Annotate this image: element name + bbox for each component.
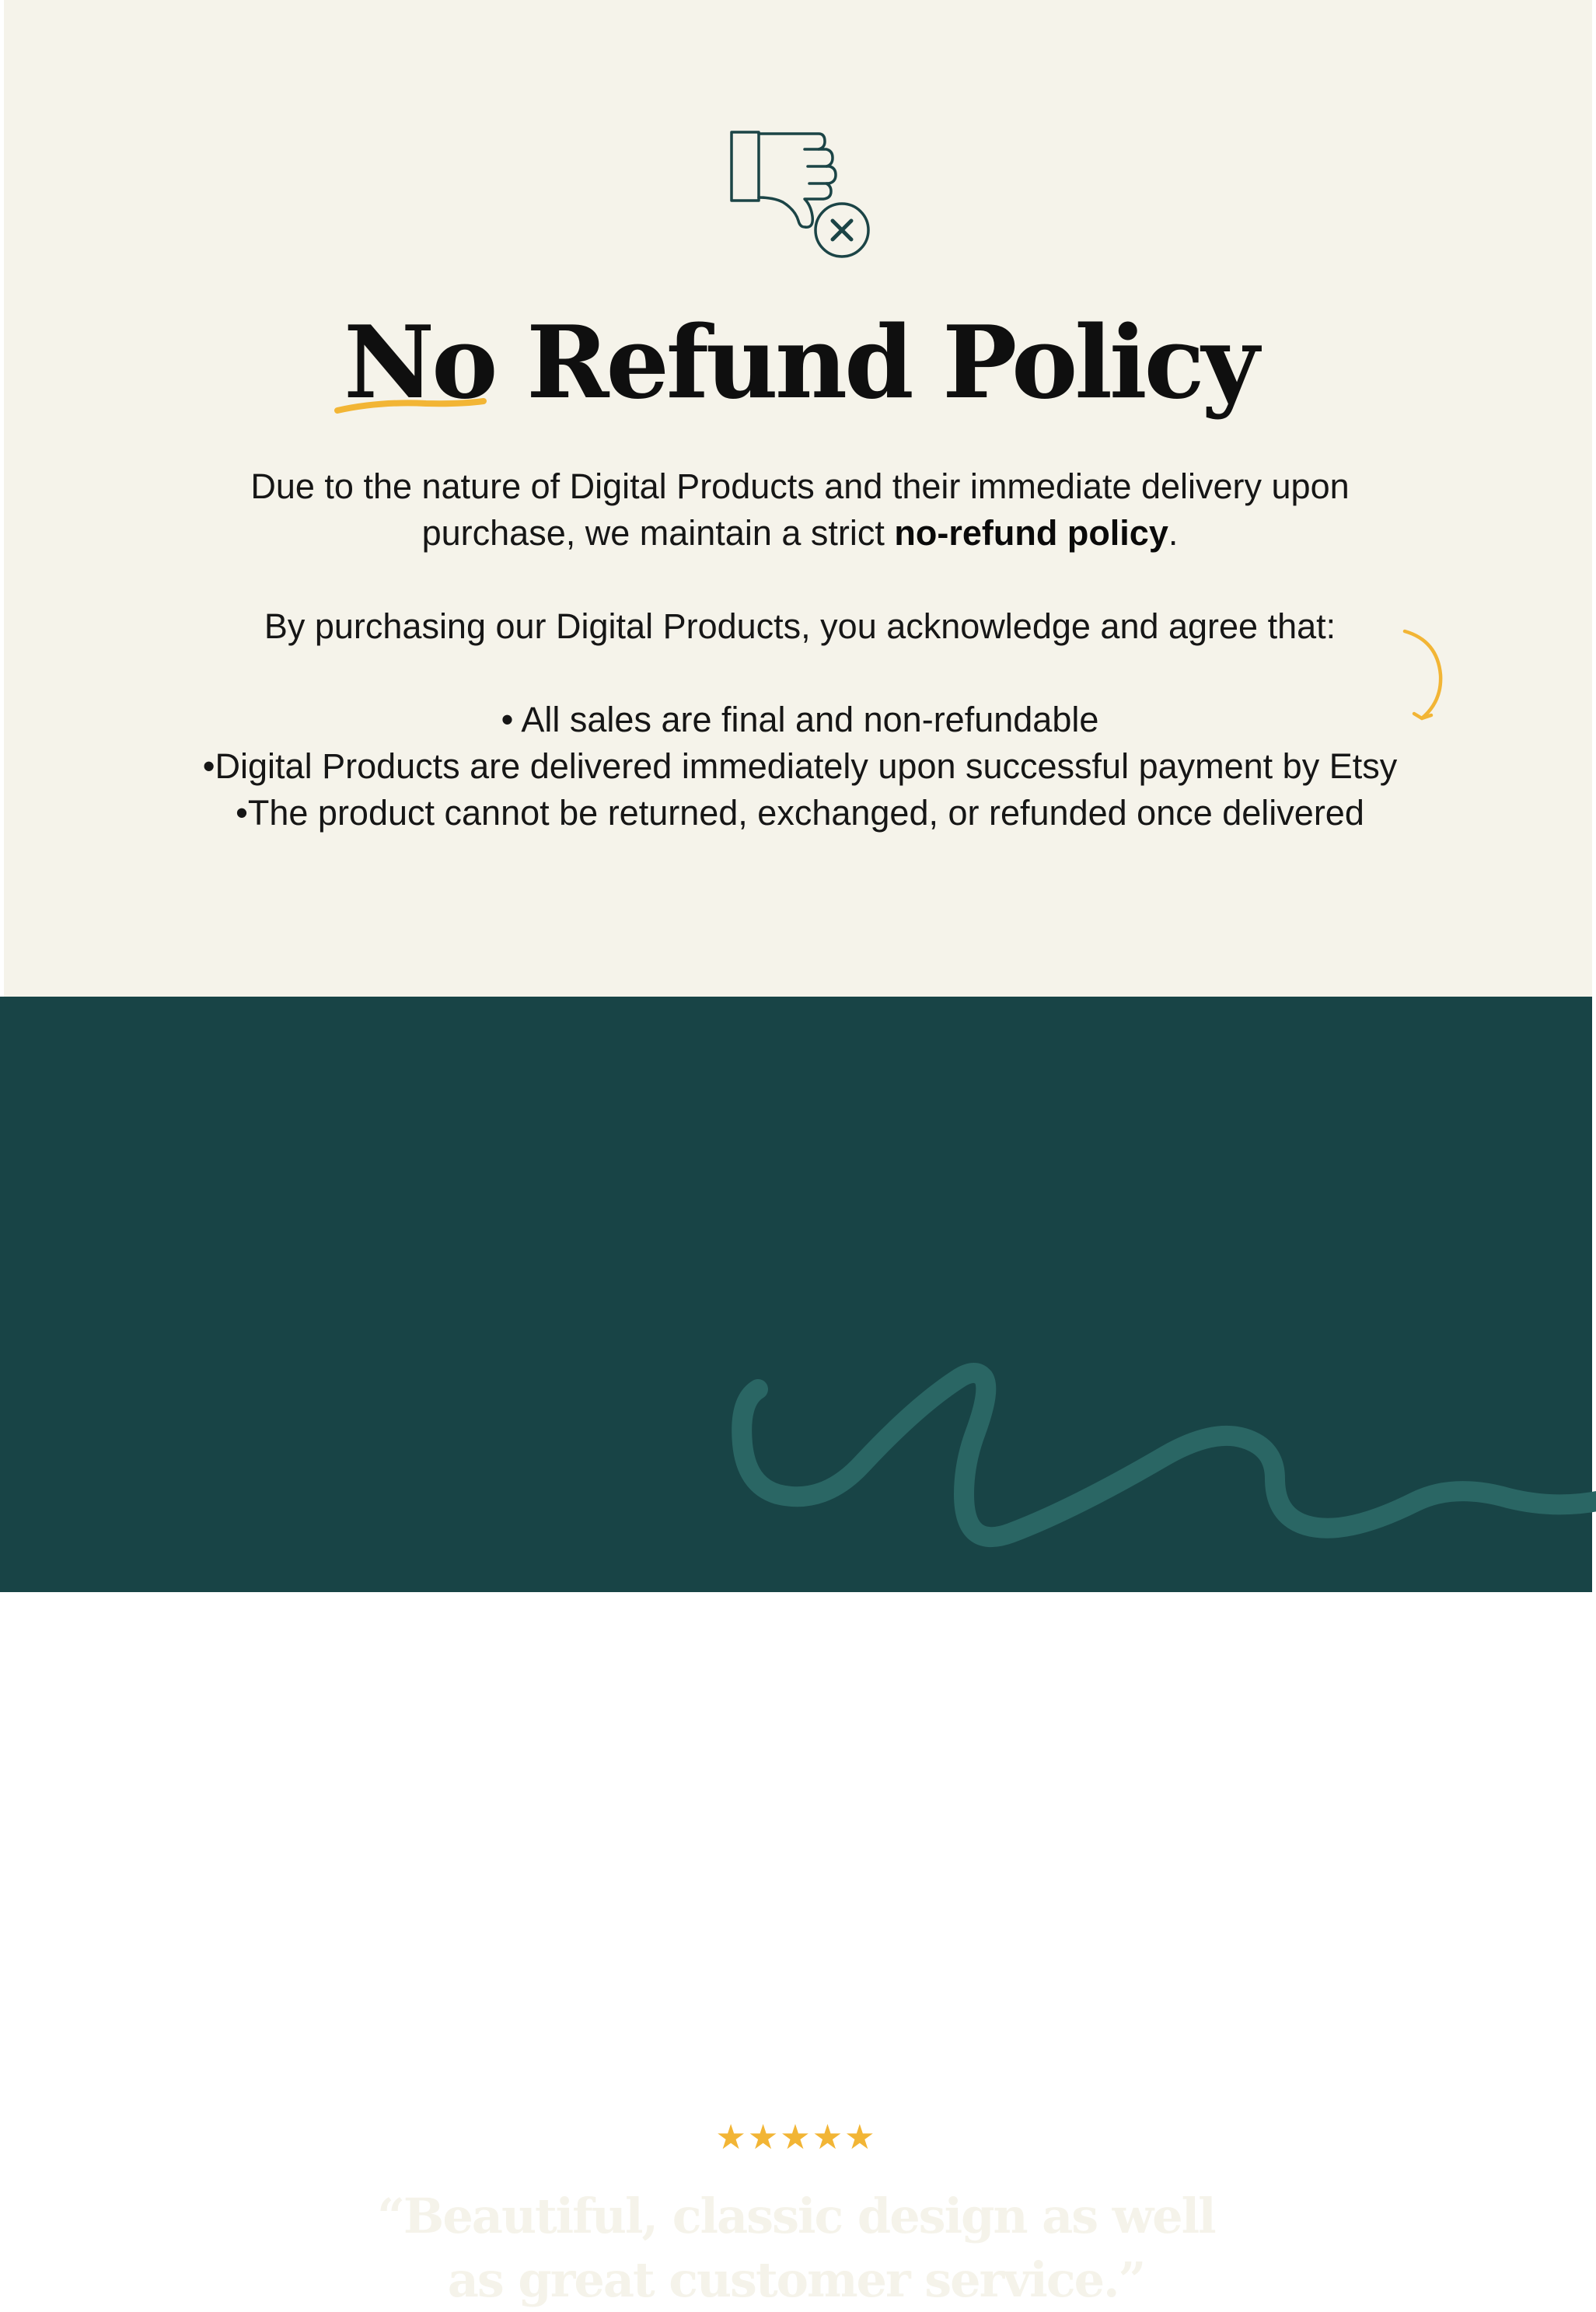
thumbs-down-with-x-icon (727, 126, 875, 262)
testimonial-panel (0, 997, 1592, 2308)
policy-panel (4, 0, 1592, 997)
decorative-squiggle-icon (0, 997, 1592, 1592)
intro-line-2-text: purchase, we maintain a strict (421, 513, 895, 553)
intro-bold-policy: no-refund policy (894, 513, 1168, 553)
title-first-word: No (344, 305, 495, 421)
policy-bullet-list (4, 697, 1596, 836)
bullet-item: •The product cannot be returned, exchanged, or refunded once delivered (236, 793, 1364, 833)
bullet-item: •Digital Products are delivered immediately upon successful payment by Etsy (202, 746, 1398, 786)
intro-line-2-end: . (1168, 513, 1179, 553)
underline-stroke-icon (333, 395, 488, 418)
bullet-item: • All sales are final and non-refundable (501, 700, 1099, 739)
quote-line-2: as great customer service.” (447, 2251, 1145, 2308)
page-title (4, 305, 1596, 421)
title-rest: Refund Policy (494, 305, 1256, 421)
intro-line-2 (4, 510, 1596, 557)
agreement-statement: By purchasing our Digital Products, you acknowledge and agree that: (264, 606, 1336, 646)
title-emphasis-word (344, 305, 494, 421)
testimonial-quote (0, 2185, 1592, 2312)
quote-line-1: “Beautiful, classic design as well (377, 2188, 1215, 2244)
intro-line-1: Due to the nature of Digital Products and their immediate delivery upon (250, 466, 1350, 506)
rating-stars: ★★★★★ (715, 2118, 877, 2157)
intro-paragraph (4, 463, 1596, 557)
